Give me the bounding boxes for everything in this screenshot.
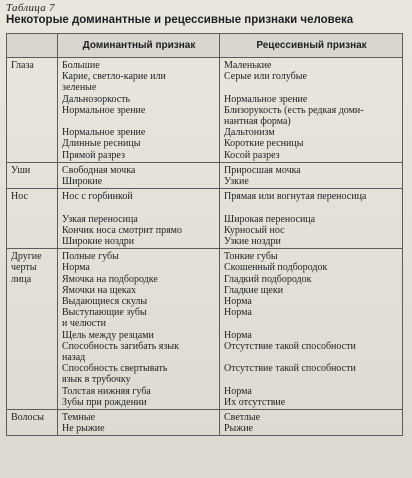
trait-text: Выступающие зубы	[62, 307, 147, 319]
trait-text: Нос с горбинкой	[62, 191, 133, 203]
trait-text: Их отсутствие	[224, 396, 286, 408]
trait-text: Близорукость (есть редкая доми-	[224, 104, 364, 116]
header-recessive: Рецессивный признак	[220, 34, 403, 58]
trait-text: Толстая нижняя губа	[62, 385, 151, 397]
trait-text: зеленые	[62, 82, 97, 94]
trait-text: Курносый нос	[224, 224, 285, 236]
organ-cell	[7, 162, 58, 188]
trait-text: Отсутствие такой способности	[224, 363, 356, 375]
trait-text: Большие	[62, 60, 100, 71]
trait-text: Свободная мочка	[62, 164, 136, 176]
dominant-cell	[58, 249, 220, 410]
trait-text: Рыжие	[224, 423, 253, 435]
dominant-cell	[58, 189, 220, 249]
recessive-cell	[220, 58, 403, 163]
trait-text: Короткие ресницы	[224, 138, 304, 150]
table-row	[7, 410, 403, 436]
trait-text: Норма	[224, 329, 252, 341]
trait-text: Узкие ноздри	[224, 236, 281, 248]
trait-text: Узкие	[224, 176, 249, 188]
header-organ	[7, 34, 58, 58]
trait-text: Нормальное зрение	[62, 104, 146, 116]
recessive-cell	[220, 410, 403, 436]
trait-text: Зубы при рождении	[62, 396, 147, 408]
trait-text: Скошенный подбородок	[224, 262, 328, 274]
dominant-cell	[58, 410, 220, 436]
trait-text: Серые или голубые	[224, 71, 307, 83]
organ-label: Глаза	[11, 60, 34, 71]
table-row	[7, 249, 403, 410]
dominant-cell	[58, 162, 220, 188]
dominant-cell	[58, 58, 220, 163]
trait-text: Гладкий подбородок	[224, 273, 312, 285]
trait-text	[224, 318, 399, 329]
organ-label: черты	[11, 262, 37, 274]
trait-text: Норма	[224, 307, 252, 319]
trait-text: и челюсти	[62, 318, 106, 330]
organ-label: Нос	[11, 191, 28, 203]
trait-text: Выдающиеся скулы	[62, 296, 148, 308]
organ-label: Другие	[11, 251, 42, 263]
trait-text: Способность свертывать	[62, 363, 168, 375]
trait-text	[224, 82, 399, 93]
table-row	[7, 162, 403, 188]
trait-text	[224, 352, 399, 363]
trait-text: Полные губы	[62, 251, 119, 263]
trait-text: Карие, светло-карие или	[62, 71, 166, 83]
organ-label: лица	[11, 273, 32, 285]
trait-text: Не рыжие	[62, 423, 105, 435]
recessive-cell	[220, 162, 403, 188]
trait-text	[62, 116, 216, 127]
organ-cell	[7, 58, 58, 163]
trait-text: Узкая переносица	[62, 213, 138, 225]
trait-text: назад	[62, 352, 86, 364]
trait-text: Норма	[224, 385, 252, 397]
trait-text: Норма	[62, 262, 90, 274]
trait-text: Ямочка на подбородке	[62, 273, 158, 285]
organ-label: Уши	[11, 164, 31, 176]
trait-text: Широкие	[62, 176, 103, 188]
organ-cell	[7, 189, 58, 249]
trait-text	[224, 374, 399, 385]
recessive-cell	[220, 189, 403, 249]
trait-text: Кончик носа смотрит прямо	[62, 224, 182, 236]
trait-text: Нормальное зрение	[62, 127, 146, 139]
header-dominant: Доминантный признак	[58, 34, 220, 58]
trait-text: Косой разрез	[224, 149, 280, 161]
trait-text: язык в трубочку	[62, 374, 131, 386]
trait-text: Прямая или вогнутая переносица	[224, 191, 367, 203]
trait-text	[62, 202, 216, 213]
trait-text: Дальнозоркость	[62, 93, 131, 105]
recessive-cell	[220, 249, 403, 410]
trait-text: Дальтонизм	[224, 127, 275, 139]
trait-text: Темные	[62, 412, 96, 424]
header-row	[7, 34, 403, 58]
organ-cell	[7, 410, 58, 436]
trait-text: Широкие ноздри	[62, 236, 135, 248]
table-caption: Таблица 7	[6, 2, 55, 14]
organ-label: Волосы	[11, 412, 44, 424]
trait-text: Маленькие	[224, 60, 272, 71]
trait-text: Ямочки на щеках	[62, 284, 137, 296]
trait-text: Способность загибать язык	[62, 340, 179, 352]
traits-table	[6, 33, 403, 436]
trait-text: Щель между резцами	[62, 329, 154, 341]
table-row	[7, 189, 403, 249]
trait-text: нантная форма)	[224, 116, 291, 127]
trait-text: Гладкие щеки	[224, 284, 284, 296]
table-row	[7, 58, 403, 163]
trait-text: Прямой разрез	[62, 149, 125, 161]
trait-text: Широкая переносица	[224, 213, 316, 225]
trait-text: Светлые	[224, 412, 261, 424]
trait-text: Длинные ресницы	[62, 138, 141, 150]
trait-text: Нормальное зрение	[224, 93, 308, 105]
table-title: Некоторые доминантные и рецессивные признаки человека	[6, 14, 354, 26]
organ-cell	[7, 249, 58, 410]
trait-text	[224, 202, 399, 213]
trait-text: Норма	[224, 296, 252, 308]
trait-text: Отсутствие такой способности	[224, 340, 356, 352]
trait-text: Приросшая мочка	[224, 164, 301, 176]
trait-text: Тонкие губы	[224, 251, 278, 263]
